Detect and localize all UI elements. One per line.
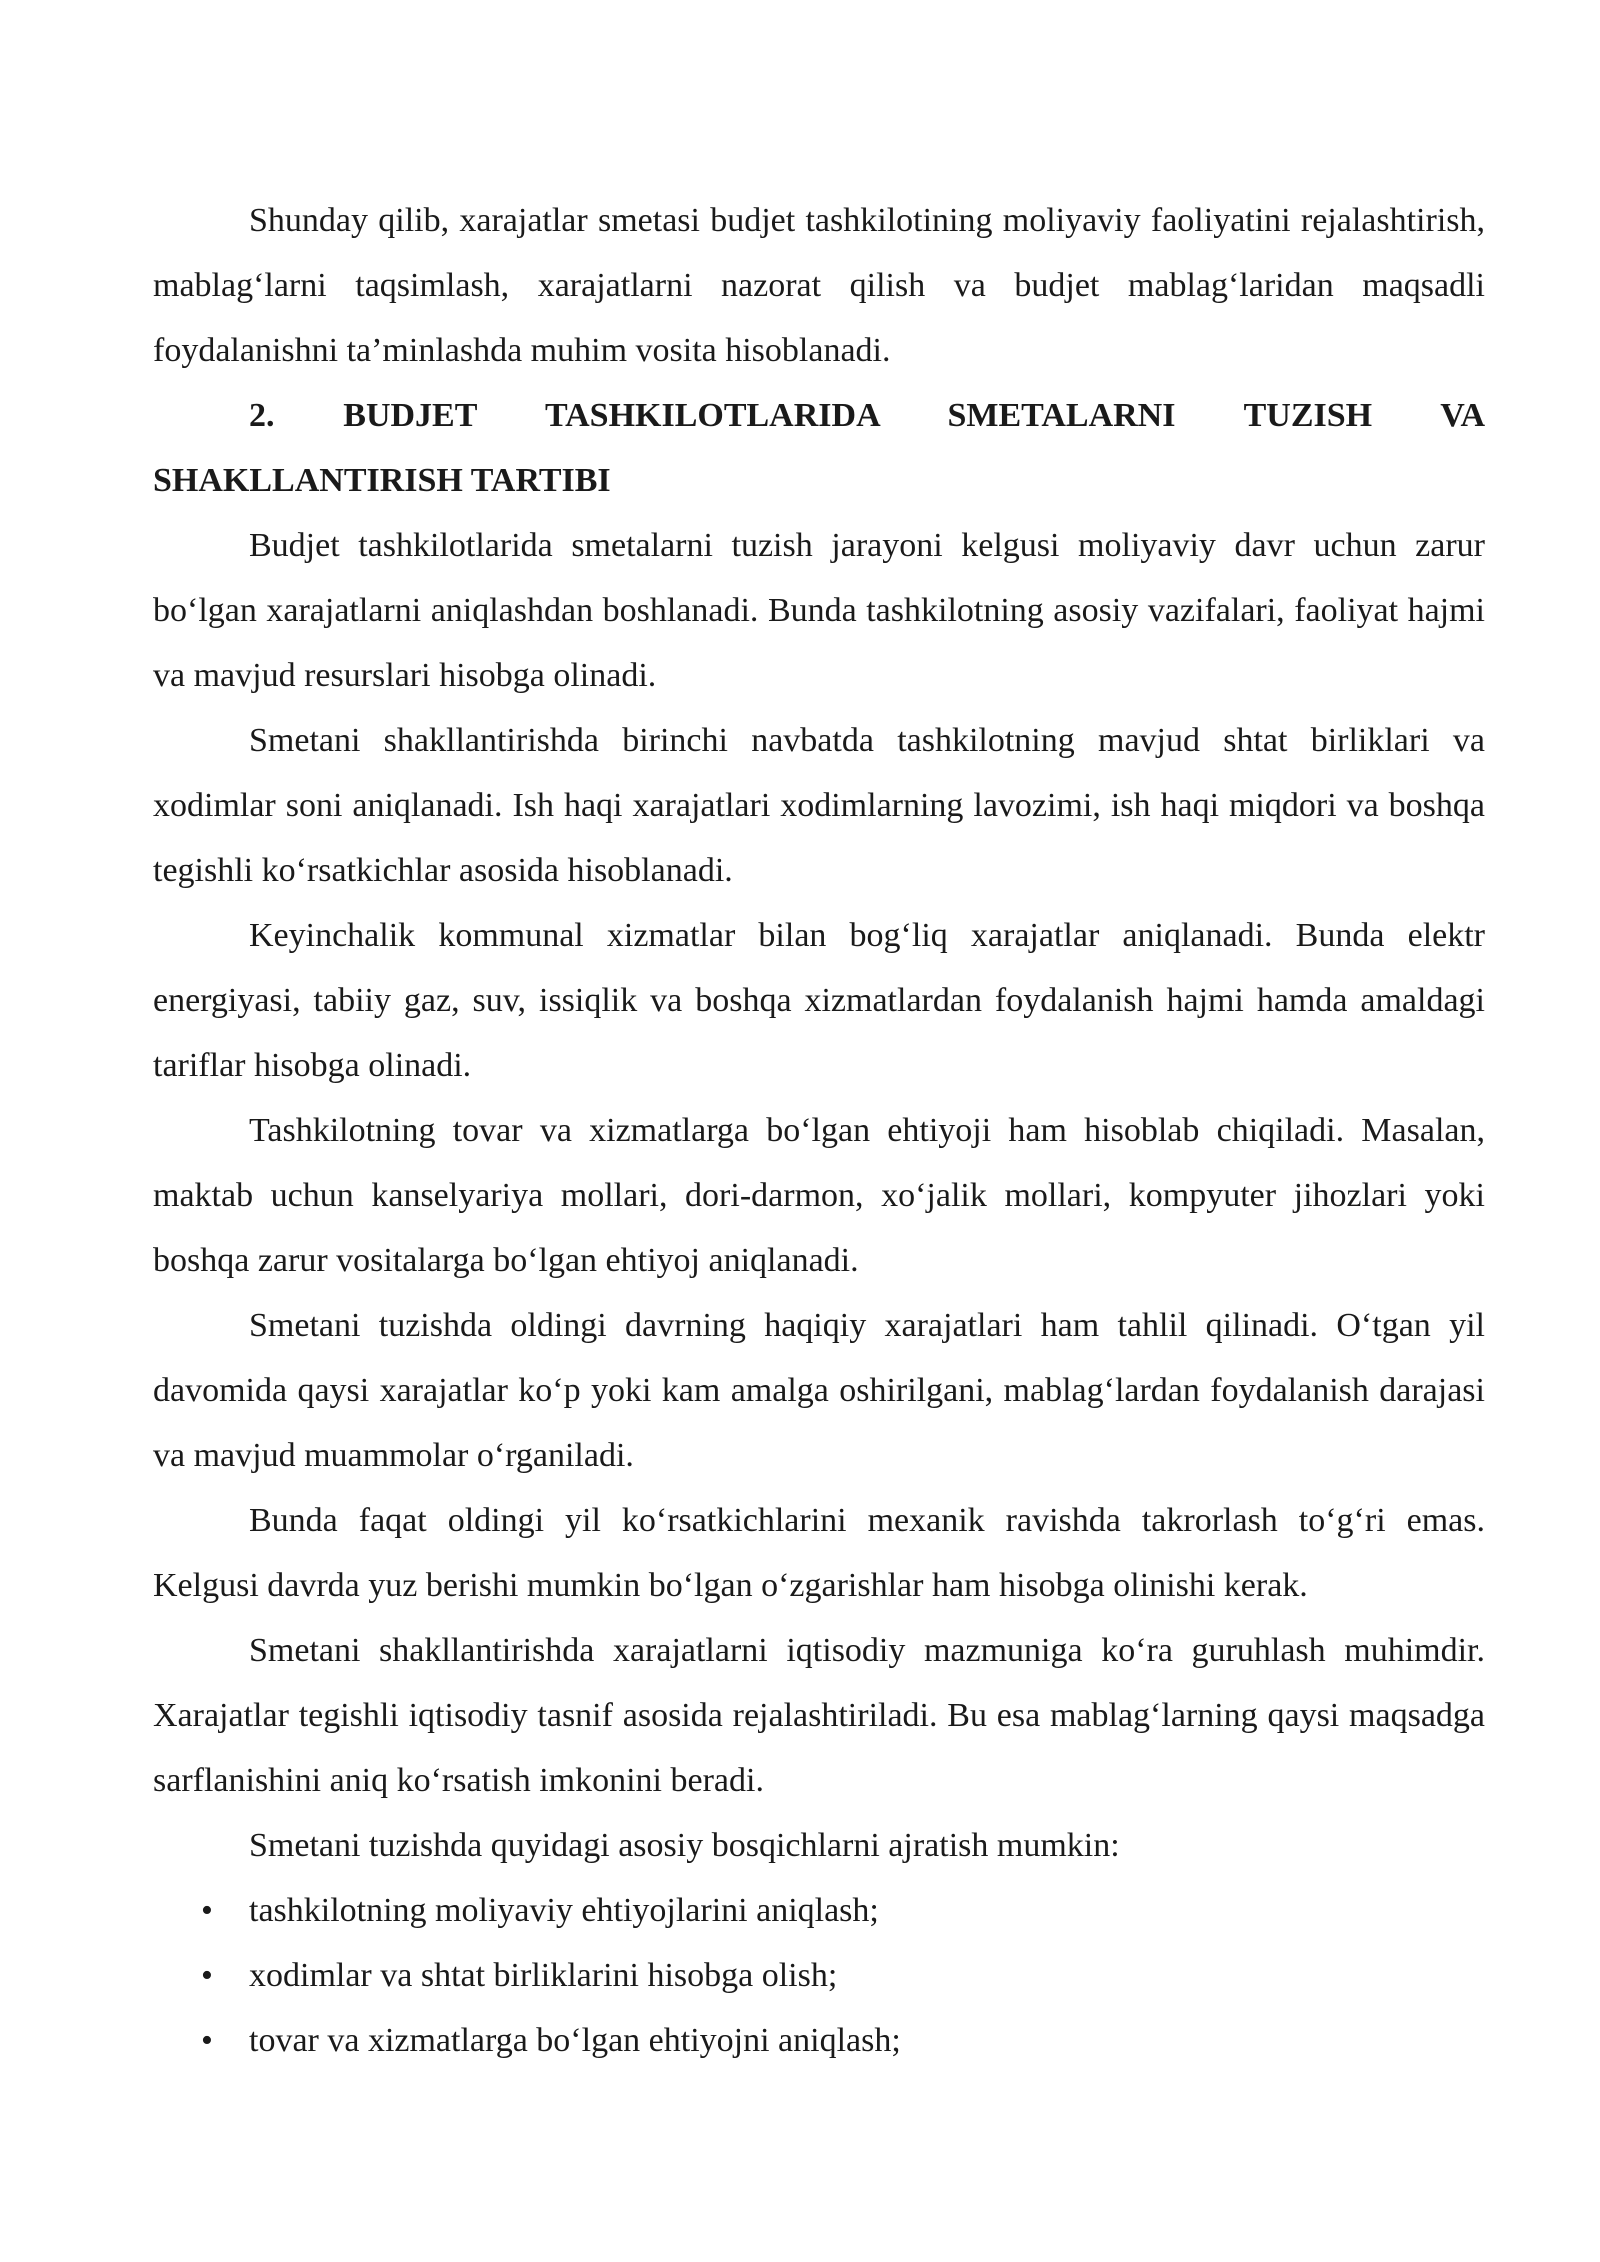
list-item	[153, 1943, 1485, 2008]
document-page	[153, 188, 1485, 2073]
body-paragraph: Tashkilotning tovar va xizmatlarga bo‘lgan ehtiyoji ham hisoblab chiqiladi. Masalan, maktab uchun kanselyariya mollari, dori-darmon, xo‘jalik mollari, kompyuter jihozlari yoki boshqa zarur vositalarga bo‘lgan ehtiyoj aniqlanadi.	[153, 1112, 1485, 1279]
list-item-text: xodimlar va shtat birliklarini hisobga olish;	[249, 1957, 838, 1994]
body-paragraph: Bunda faqat oldingi yil ko‘rsatkichlarini mexanik ravishda takrorlash to‘g‘ri emas. Kelgusi davrda yuz berishi mumkin bo‘lgan o‘zgarishlar ham hisobga olinishi kerak.	[153, 1502, 1485, 1604]
body-paragraph: Smetani tuzishda oldingi davrning haqiqiy xarajatlari ham tahlil qilinadi. O‘tgan yil davomida qaysi xarajatlar ko‘p yoki kam amalga oshirilgani, mablag‘lardan foydalanish darajasi va mavjud muammolar o‘rganiladi.	[153, 1307, 1485, 1474]
section-heading: 2. BUDJET TASHKILOTLARIDA SMETALARNI TUZISH VA SHAKLLANTIRISH TARTIBI	[153, 397, 1485, 499]
bullet-icon: •	[201, 1957, 213, 1994]
body-paragraph: Keyinchalik kommunal xizmatlar bilan bog‘liq xarajatlar aniqlanadi. Bunda elektr energiyasi, tabiiy gaz, suv, issiqlik va boshqa xizmatlardan foydalanish hajmi hamda amaldagi tariflar hisobga olinadi.	[153, 917, 1485, 1084]
body-paragraph: Smetani shakllantirishda xarajatlarni iqtisodiy mazmuniga ko‘ra guruhlash muhimdir. Xarajatlar tegishli iqtisodiy tasnif asosida rejalashtiriladi. Bu esa mablag‘larning qaysi maqsadga sarflanishini aniq ko‘rsatish imkonini beradi.	[153, 1632, 1485, 1799]
list-item	[153, 2008, 1485, 2073]
bullet-icon: •	[201, 2022, 213, 2059]
intro-paragraph: Shunday qilib, xarajatlar smetasi budjet tashkilotining moliyaviy faoliyatini rejalashtirish, mablag‘larni taqsimlash, xarajatlarni nazorat qilish va budjet mablag‘laridan maqsadli foydalanishni ta’minlashda muhim vosita hisoblanadi.	[153, 202, 1485, 369]
steps-list	[153, 1878, 1485, 2073]
body-paragraph: Smetani shakllantirishda birinchi navbatda tashkilotning mavjud shtat birliklari va xodimlar soni aniqlanadi. Ish haqi xarajatlari xodimlarning lavozimi, ish haqi miqdori va boshqa tegishli ko‘rsatkichlar asosida hisoblanadi.	[153, 722, 1485, 889]
list-item-text: tovar va xizmatlarga bo‘lgan ehtiyojni aniqlash;	[249, 2022, 901, 2059]
list-item-text: tashkilotning moliyaviy ehtiyojlarini aniqlash;	[249, 1892, 879, 1929]
bullet-icon: •	[201, 1892, 213, 1929]
list-item	[153, 1878, 1485, 1943]
list-intro-paragraph: Smetani tuzishda quyidagi asosiy bosqichlarni ajratish mumkin:	[249, 1827, 1120, 1864]
body-paragraph: Budjet tashkilotlarida smetalarni tuzish jarayoni kelgusi moliyaviy davr uchun zarur bo‘lgan xarajatlarni aniqlashdan boshlanadi. Bunda tashkilotning asosiy vazifalari, faoliyat hajmi va mavjud resurslari hisobga olinadi.	[153, 527, 1485, 694]
